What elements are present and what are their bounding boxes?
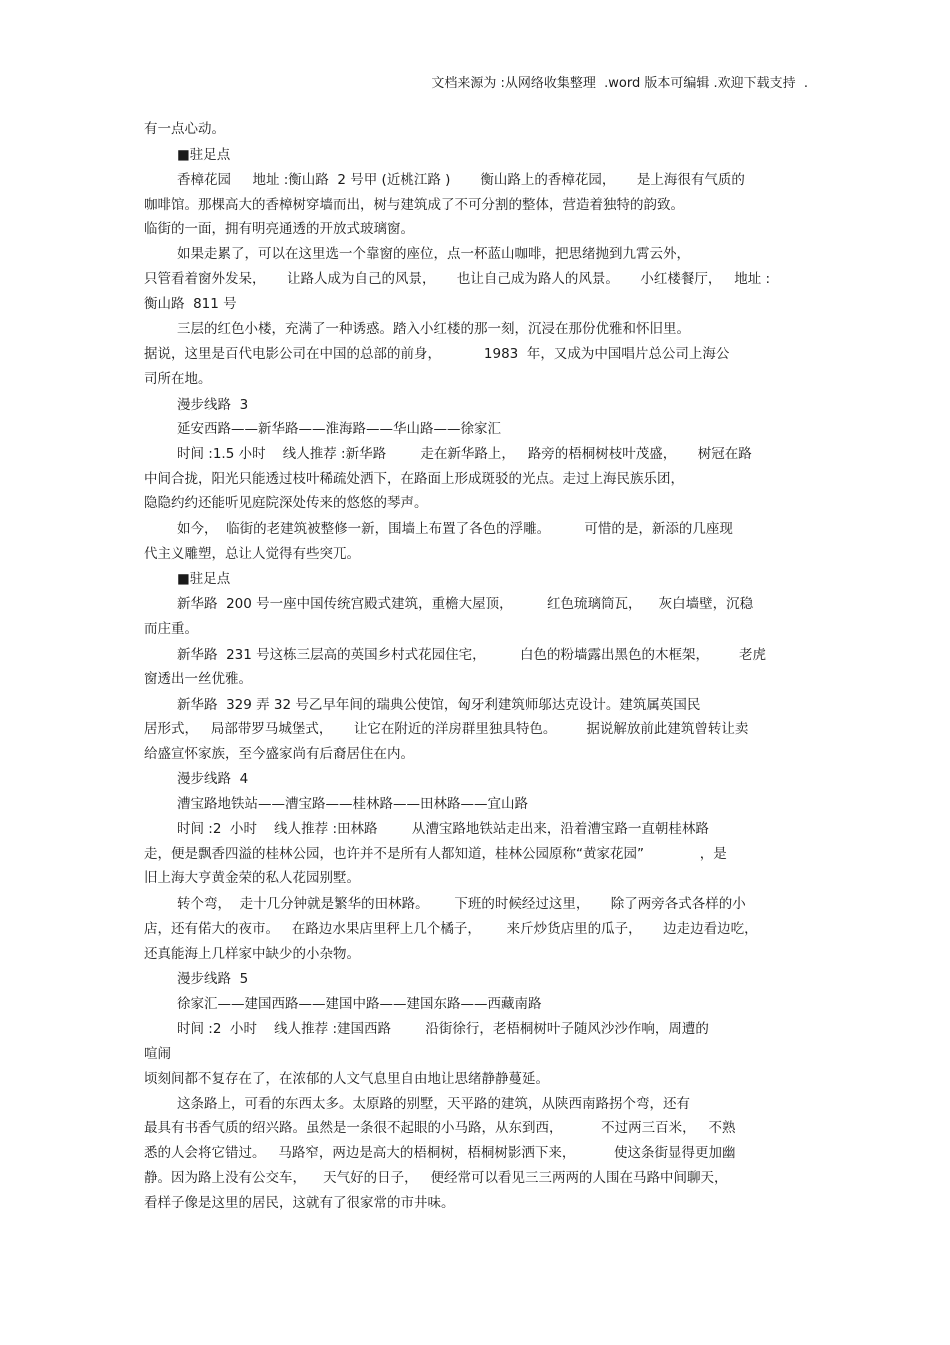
text-line: 香樟花园 地址 :衡山路 2 号甲 (近桃江路 ) 衡山路上的香樟花园， 是上海很有气质的 bbox=[177, 172, 745, 188]
text-line: 代主义雕塑，总让人觉得有些突兀。 bbox=[144, 546, 360, 562]
route-path: 漕宝路地铁站——漕宝路——桂林路——田林路——宜山路 bbox=[177, 796, 528, 812]
text-line: 新华路 200 号一座中国传统宫殿式建筑，重檐大屋顶， 红色琉璃筒瓦， 灰白墙壁，沉稳 bbox=[177, 596, 754, 612]
text-line: 这条路上，可看的东西太多。太原路的别墅，天平路的建筑，从陕西南路拐个弯，还有 bbox=[177, 1096, 690, 1112]
section-marker: ■驻足点 bbox=[177, 147, 231, 163]
text-line: 转个弯， 走十几分钟就是繁华的田林路。 下班的时候经过这里， 除了两旁各式各样的小 bbox=[177, 896, 746, 912]
route-path: 延安西路——新华路——淮海路——华山路——徐家汇 bbox=[177, 421, 501, 437]
text-line: 如今， 临街的老建筑被整修一新，围墙上布置了各色的浮雕。 可惜的是，新添的几座现 bbox=[177, 521, 733, 537]
text-line: 而庄重。 bbox=[144, 621, 198, 637]
text-line: 旧上海大亨黄金荣的私人花园别墅。 bbox=[144, 870, 360, 886]
text-line: 新华路 231 号这栋三层高的英国乡村式花园住宅， 白色的粉墙露出黑色的木框架， 老虎 bbox=[177, 647, 767, 663]
text-line: 如果走累了，可以在这里选一个靠窗的座位，点一杯蓝山咖啡，把思绪抛到九霄云外， bbox=[177, 246, 690, 262]
text-line: 新华路 329 弄 32 号乙早年间的瑞典公使馆，匈牙利建筑师邬达克设计。建筑属英国民 bbox=[177, 697, 701, 713]
text-line: 还真能海上几样家中缺少的小杂物。 bbox=[144, 946, 360, 962]
text-line: 给盛宣怀家族，至今盛家尚有后裔居住在内。 bbox=[144, 746, 414, 762]
text-line: 中间合拢，阳光只能透过枝叶稀疏处洒下，在路面上形成斑驳的光点。走过上海民族乐团， bbox=[144, 471, 684, 487]
section-marker: ■驻足点 bbox=[177, 571, 231, 587]
text-line: 据说，这里是百代电影公司在中国的总部的前身， 1983 年，又成为中国唱片总公司上海公 bbox=[144, 346, 730, 362]
text-line: 悉的人会将它错过。 马路窄，两边是高大的梧桐树，梧桐树影洒下来， 使这条街显得更加幽 bbox=[144, 1145, 736, 1161]
text-line: 时间 :2 小时 线人推荐 :建国西路 沿街徐行，老梧桐树叶子随风沙沙作响，周遭的 bbox=[177, 1021, 709, 1037]
text-line: 司所在地。 bbox=[144, 371, 212, 387]
text-line: 静。因为路上没有公交车， 天气好的日子， 便经常可以看见三三两两的人围在马路中间聊天， bbox=[144, 1170, 728, 1186]
text-line: 顷刻间都不复存在了，在浓郁的人文气息里自由地让思绪静静蔓延。 bbox=[144, 1071, 549, 1087]
text-line: 只管看着窗外发呆， 让路人成为自己的风景， 也让自己成为路人的风景。 小红楼餐厅， 地址 : bbox=[144, 271, 771, 287]
page-header: 文档来源为 :从网络收集整理 .word 版本可编辑 .欢迎下载支持 . bbox=[431, 76, 808, 91]
text-line: 喧闹 bbox=[144, 1046, 171, 1062]
text-line: 看样子像是这里的居民，这就有了很家常的市井味。 bbox=[144, 1195, 455, 1211]
route-title: 漫步线路 4 bbox=[177, 771, 249, 787]
text-line: 时间 :2 小时 线人推荐 :田林路 从漕宝路地铁站走出来，沿着漕宝路一直朝桂林路 bbox=[177, 821, 709, 837]
text-line: 时间 :1.5 小时 线人推荐 :新华路 走在新华路上， 路旁的梧桐树枝叶茂盛， 树冠在路 bbox=[177, 446, 752, 462]
text-line: 咖啡馆。那棵高大的香樟树穿墙而出，树与建筑成了不可分割的整体，营造着独特的韵致。 bbox=[144, 197, 684, 213]
text-line: 最具有书香气质的绍兴路。虽然是一条很不起眼的小马路，从东到西， 不过两三百米， 不熟 bbox=[144, 1120, 736, 1136]
text-line: 隐隐约约还能听见庭院深处传来的悠悠的琴声。 bbox=[144, 495, 428, 511]
route-title: 漫步线路 3 bbox=[177, 397, 249, 413]
text-line: 店，还有偌大的夜市。 在路边水果店里秤上几个橘子， 来斤炒货店里的瓜子， 边走边看边吃， bbox=[144, 921, 758, 937]
text-line: 有一点心动。 bbox=[144, 121, 225, 137]
text-line: 走，便是飘香四溢的桂林公园，也许并不是所有人都知道，桂林公园原称“黄家花园” ，是 bbox=[144, 846, 727, 862]
text-line: 居形式， 局部带罗马城堡式， 让它在附近的洋房群里独具特色。 据说解放前此建筑曾转让卖 bbox=[144, 721, 749, 737]
route-path: 徐家汇——建国西路——建国中路——建国东路——西藏南路 bbox=[177, 996, 542, 1012]
text-line: 衡山路 811 号 bbox=[144, 296, 237, 312]
text-line: 三层的红色小楼，充满了一种诱惑。踏入小红楼的那一刻，沉浸在那份优雅和怀旧里。 bbox=[177, 321, 690, 337]
text-line: 窗透出一丝优雅。 bbox=[144, 671, 252, 687]
route-title: 漫步线路 5 bbox=[177, 971, 249, 987]
text-line: 临街的一面，拥有明亮通透的开放式玻璃窗。 bbox=[144, 221, 414, 237]
